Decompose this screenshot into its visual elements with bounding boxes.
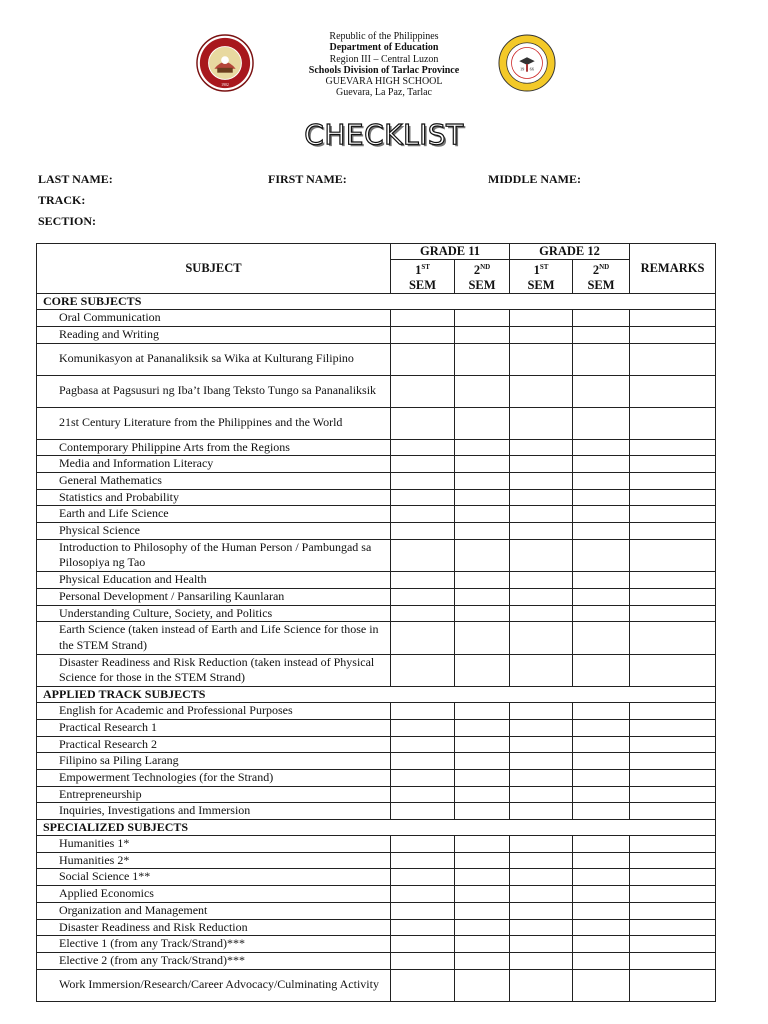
g11-sem2-cell[interactable]: [455, 326, 510, 343]
g11-sem1-cell[interactable]: [391, 902, 455, 919]
remarks-cell[interactable]: [630, 769, 716, 786]
g12-sem1-cell[interactable]: [510, 719, 573, 736]
g11-sem1-cell[interactable]: [391, 869, 455, 886]
subject-checklist-table: [36, 243, 716, 1002]
remarks-cell[interactable]: [630, 936, 716, 953]
g11-sem2-cell[interactable]: [455, 605, 510, 622]
g11-sem2-cell[interactable]: [455, 852, 510, 869]
g11-sem2-cell[interactable]: [455, 736, 510, 753]
right-seal-year-1: 19: [519, 66, 525, 72]
g12-sem1-cell[interactable]: [510, 506, 573, 523]
g11-sem1-cell[interactable]: [391, 489, 455, 506]
subject-name: Pagbasa at Pagsusuri ng Iba’t Ibang Teksto Tungo sa Pananaliksik: [37, 375, 391, 407]
g11-sem1-cell[interactable]: [391, 936, 455, 953]
g12-sem1-cell[interactable]: [510, 952, 573, 969]
g11-sem1-cell[interactable]: [391, 506, 455, 523]
g11-sem2-cell[interactable]: [455, 902, 510, 919]
g12-sem2-cell[interactable]: [573, 969, 630, 1001]
g11-sem2-cell[interactable]: [455, 803, 510, 820]
subject-name: Elective 1 (from any Track/Strand)***: [37, 936, 391, 953]
g12-sem2-cell[interactable]: [573, 439, 630, 456]
school-header: [254, 31, 514, 99]
g11-sem1-cell[interactable]: [391, 952, 455, 969]
g12-sem2-cell[interactable]: [573, 472, 630, 489]
remarks-cell[interactable]: [630, 803, 716, 820]
remarks-cell[interactable]: [630, 952, 716, 969]
g12-sem2-cell[interactable]: [573, 523, 630, 540]
subject-column-header: SUBJECT: [37, 244, 391, 294]
remarks-cell[interactable]: [630, 969, 716, 1001]
g12-sem2-cell[interactable]: [573, 753, 630, 770]
subject-row: [37, 703, 716, 720]
middle-name-label: MIDDLE NAME:: [488, 172, 581, 186]
subject-name: General Mathematics: [37, 472, 391, 489]
g11-sem1-cell[interactable]: [391, 969, 455, 1001]
g11-sem1-cell[interactable]: [391, 736, 455, 753]
g11-sem1-cell[interactable]: [391, 407, 455, 439]
g12-sem2-cell[interactable]: [573, 719, 630, 736]
g12-sem2-cell[interactable]: [573, 375, 630, 407]
remarks-cell[interactable]: [630, 539, 716, 571]
g11-sem1-cell[interactable]: [391, 753, 455, 770]
subject-name: Media and Information Literacy: [37, 456, 391, 473]
subject-name: Personal Development / Pansariling Kaunlaran: [37, 588, 391, 605]
g11-sem2-cell[interactable]: [455, 456, 510, 473]
subject-row: [37, 588, 716, 605]
g11-sem2-cell[interactable]: [455, 719, 510, 736]
subject-row: [37, 375, 716, 407]
g11-sem2-cell[interactable]: [455, 572, 510, 589]
g12-sem1-cell[interactable]: [510, 343, 573, 375]
g12-sem1-cell[interactable]: [510, 836, 573, 853]
track-label: TRACK:: [38, 193, 86, 207]
subject-name: Organization and Management: [37, 902, 391, 919]
subject-row: [37, 886, 716, 903]
page-title: CHECKLIST: [304, 118, 464, 151]
remarks-cell[interactable]: [630, 886, 716, 903]
g12-sem1-cell[interactable]: [510, 310, 573, 327]
subject-name: Earth and Life Science: [37, 506, 391, 523]
remarks-cell[interactable]: [630, 869, 716, 886]
subject-name: Understanding Culture, Society, and Politics: [37, 605, 391, 622]
g11-sem2-cell[interactable]: [455, 588, 510, 605]
subject-name: Komunikasyon at Pananaliksik sa Wika at Kulturang Filipino: [37, 343, 391, 375]
g12-sem1-cell[interactable]: [510, 472, 573, 489]
subject-name: Oral Communication: [37, 310, 391, 327]
g11-sem1-cell[interactable]: [391, 786, 455, 803]
g11-sem2-cell[interactable]: [455, 969, 510, 1001]
subject-name: Practical Research 2: [37, 736, 391, 753]
g11-sem1-cell[interactable]: [391, 456, 455, 473]
g11-sem2-cell[interactable]: [455, 506, 510, 523]
grade-11-header: GRADE 11: [391, 244, 510, 260]
remarks-cell[interactable]: [630, 703, 716, 720]
g11-sem2-cell[interactable]: [455, 952, 510, 969]
g11-sem1-cell[interactable]: [391, 310, 455, 327]
subject-row: [37, 952, 716, 969]
g11-sem1-cell[interactable]: [391, 886, 455, 903]
category-row: [37, 687, 716, 703]
g11-sem1-cell[interactable]: [391, 803, 455, 820]
subject-name: Earth Science (taken instead of Earth and Life Science for those in the STEM Strand): [37, 622, 391, 654]
g11-sem1-cell[interactable]: [391, 343, 455, 375]
g12-sem1-cell[interactable]: [510, 902, 573, 919]
remarks-cell[interactable]: [630, 456, 716, 473]
subject-row: [37, 489, 716, 506]
g11-sem1-cell[interactable]: [391, 588, 455, 605]
subject-row: [37, 539, 716, 571]
g11-sem1-cell[interactable]: [391, 326, 455, 343]
g11-sem2-cell[interactable]: [455, 523, 510, 540]
subject-row: [37, 769, 716, 786]
grade-12-first-sem-header: 1ST SEM: [510, 260, 573, 294]
subject-row: [37, 719, 716, 736]
g11-sem2-cell[interactable]: [455, 703, 510, 720]
subject-name: Physical Science: [37, 523, 391, 540]
remarks-cell[interactable]: [630, 919, 716, 936]
g11-sem2-cell[interactable]: [455, 753, 510, 770]
remarks-cell[interactable]: [630, 489, 716, 506]
g12-sem1-cell[interactable]: [510, 439, 573, 456]
g12-sem1-cell[interactable]: [510, 936, 573, 953]
subject-row: [37, 326, 716, 343]
remarks-cell[interactable]: [630, 753, 716, 770]
g12-sem2-cell[interactable]: [573, 407, 630, 439]
g12-sem2-cell[interactable]: [573, 769, 630, 786]
g12-sem1-cell[interactable]: [510, 622, 573, 654]
remarks-cell[interactable]: [630, 902, 716, 919]
g12-sem2-cell[interactable]: [573, 489, 630, 506]
g11-sem1-cell[interactable]: [391, 919, 455, 936]
remarks-cell[interactable]: [630, 852, 716, 869]
g12-sem2-cell[interactable]: [573, 936, 630, 953]
g12-sem2-cell[interactable]: [573, 456, 630, 473]
g12-sem1-cell[interactable]: [510, 326, 573, 343]
category-row: [37, 820, 716, 836]
g11-sem2-cell[interactable]: [455, 407, 510, 439]
header-region: Region III – Central Luzon: [329, 53, 439, 65]
g12-sem1-cell[interactable]: [510, 852, 573, 869]
remarks-cell[interactable]: [630, 506, 716, 523]
g12-sem2-cell[interactable]: [573, 326, 630, 343]
subject-name: Humanities 1*: [37, 836, 391, 853]
g12-sem1-cell[interactable]: [510, 803, 573, 820]
g11-sem1-cell[interactable]: [391, 836, 455, 853]
category-label: APPLIED TRACK SUBJECTS: [37, 687, 716, 703]
g12-sem1-cell[interactable]: [510, 703, 573, 720]
subject-row: [37, 936, 716, 953]
subject-row: [37, 506, 716, 523]
remarks-cell[interactable]: [630, 736, 716, 753]
grade-12-second-sem-header: 2ND SEM: [573, 260, 630, 294]
g12-sem1-cell[interactable]: [510, 869, 573, 886]
g11-sem1-cell[interactable]: [391, 852, 455, 869]
subject-row: [37, 622, 716, 654]
subject-name: Practical Research 1: [37, 719, 391, 736]
subject-name: Elective 2 (from any Track/Strand)***: [37, 952, 391, 969]
g12-sem2-cell[interactable]: [573, 622, 630, 654]
subject-name: Disaster Readiness and Risk Reduction (taken instead of Physical Science for those in the STEM Strand): [37, 654, 391, 686]
g11-sem2-cell[interactable]: [455, 836, 510, 853]
header-division: Schools Division of Tarlac Province: [308, 64, 460, 76]
g12-sem1-cell[interactable]: [510, 407, 573, 439]
g11-sem2-cell[interactable]: [455, 472, 510, 489]
g12-sem2-cell[interactable]: [573, 736, 630, 753]
header-department: Department of Education: [329, 42, 439, 54]
g11-sem1-cell[interactable]: [391, 769, 455, 786]
header-school-address: Guevara, La Paz, Tarlac: [335, 87, 432, 99]
g12-sem2-cell[interactable]: [573, 852, 630, 869]
g12-sem2-cell[interactable]: [573, 588, 630, 605]
subject-row: [37, 803, 716, 820]
remarks-cell[interactable]: [630, 605, 716, 622]
g11-sem1-cell[interactable]: [391, 622, 455, 654]
g12-sem2-cell[interactable]: [573, 506, 630, 523]
remarks-cell[interactable]: [630, 375, 716, 407]
grade-11-second-sem-header: 2ND SEM: [455, 260, 510, 294]
subject-name: Humanities 2*: [37, 852, 391, 869]
remarks-cell[interactable]: [630, 786, 716, 803]
g12-sem2-cell[interactable]: [573, 310, 630, 327]
subject-row: [37, 869, 716, 886]
remarks-cell[interactable]: [630, 407, 716, 439]
subject-name: Disaster Readiness and Risk Reduction: [37, 919, 391, 936]
g11-sem1-cell[interactable]: [391, 439, 455, 456]
g12-sem2-cell[interactable]: [573, 605, 630, 622]
right-seal-year-2: 66: [529, 66, 535, 72]
g11-sem2-cell[interactable]: [455, 439, 510, 456]
g11-sem2-cell[interactable]: [455, 869, 510, 886]
subject-row: [37, 736, 716, 753]
g11-sem2-cell[interactable]: [455, 919, 510, 936]
subject-row: [37, 310, 716, 327]
g12-sem1-cell[interactable]: [510, 654, 573, 686]
subject-row: [37, 969, 716, 1001]
g11-sem2-cell[interactable]: [455, 375, 510, 407]
subject-row: [37, 786, 716, 803]
subject-name: Reading and Writing: [37, 326, 391, 343]
g11-sem2-cell[interactable]: [455, 310, 510, 327]
g11-sem1-cell[interactable]: [391, 539, 455, 571]
g12-sem1-cell[interactable]: [510, 886, 573, 903]
subject-row: [37, 919, 716, 936]
subject-row: [37, 472, 716, 489]
first-name-label: FIRST NAME:: [268, 172, 347, 186]
g12-sem1-cell[interactable]: [510, 605, 573, 622]
subject-name: Statistics and Probability: [37, 489, 391, 506]
remarks-cell[interactable]: [630, 472, 716, 489]
g12-sem2-cell[interactable]: [573, 343, 630, 375]
subject-row: [37, 343, 716, 375]
g11-sem2-cell[interactable]: [455, 654, 510, 686]
subject-name: Introduction to Philosophy of the Human Person / Pambungad sa Pilosopiya ng Tao: [37, 539, 391, 571]
subject-name: Work Immersion/Research/Career Advocacy/Culminating Activity: [37, 969, 391, 1001]
g12-sem1-cell[interactable]: [510, 969, 573, 1001]
remarks-cell[interactable]: [630, 622, 716, 654]
subject-row: [37, 902, 716, 919]
subject-row: [37, 456, 716, 473]
g12-sem2-cell[interactable]: [573, 539, 630, 571]
section-label: SECTION:: [38, 214, 97, 228]
subject-name: Physical Education and Health: [37, 572, 391, 589]
remarks-cell[interactable]: [630, 588, 716, 605]
header-republic: Republic of the Philippines: [329, 31, 439, 42]
subject-name: Filipino sa Piling Larang: [37, 753, 391, 770]
subject-name: Inquiries, Investigations and Immersion: [37, 803, 391, 820]
g12-sem1-cell[interactable]: [510, 456, 573, 473]
subject-row: [37, 654, 716, 686]
g12-sem1-cell[interactable]: [510, 539, 573, 571]
subject-row: [37, 836, 716, 853]
g12-sem1-cell[interactable]: [510, 572, 573, 589]
g12-sem2-cell[interactable]: [573, 902, 630, 919]
remarks-cell[interactable]: [630, 654, 716, 686]
g11-sem1-cell[interactable]: [391, 375, 455, 407]
subject-name: Contemporary Philippine Arts from the Regions: [37, 439, 391, 456]
g12-sem2-cell[interactable]: [573, 869, 630, 886]
g11-sem2-cell[interactable]: [455, 786, 510, 803]
g12-sem1-cell[interactable]: [510, 375, 573, 407]
g12-sem2-cell[interactable]: [573, 952, 630, 969]
g12-sem1-cell[interactable]: [510, 523, 573, 540]
g11-sem1-cell[interactable]: [391, 605, 455, 622]
g11-sem2-cell[interactable]: [455, 622, 510, 654]
left-seal-year: 1902: [221, 83, 229, 88]
g12-sem2-cell[interactable]: [573, 786, 630, 803]
subject-name: Empowerment Technologies (for the Strand): [37, 769, 391, 786]
remarks-cell[interactable]: [630, 439, 716, 456]
g12-sem1-cell[interactable]: [510, 736, 573, 753]
category-label: CORE SUBJECTS: [37, 294, 716, 310]
g12-sem1-cell[interactable]: [510, 919, 573, 936]
g12-sem1-cell[interactable]: [510, 489, 573, 506]
g11-sem2-cell[interactable]: [455, 343, 510, 375]
remarks-cell[interactable]: [630, 326, 716, 343]
category-row: [37, 294, 716, 310]
subject-row: [37, 407, 716, 439]
subject-row: [37, 572, 716, 589]
g12-sem1-cell[interactable]: [510, 769, 573, 786]
g12-sem1-cell[interactable]: [510, 753, 573, 770]
g11-sem2-cell[interactable]: [455, 769, 510, 786]
subject-row: [37, 523, 716, 540]
subject-name: English for Academic and Professional Purposes: [37, 703, 391, 720]
g12-sem2-cell[interactable]: [573, 919, 630, 936]
g11-sem1-cell[interactable]: [391, 523, 455, 540]
remarks-cell[interactable]: [630, 343, 716, 375]
g11-sem2-cell[interactable]: [455, 539, 510, 571]
g11-sem1-cell[interactable]: [391, 719, 455, 736]
subject-row: [37, 753, 716, 770]
subject-name: Entrepreneurship: [37, 786, 391, 803]
last-name-label: LAST NAME:: [38, 172, 113, 186]
remarks-column-header: REMARKS: [630, 244, 716, 294]
subject-row: [37, 852, 716, 869]
schools-division-seal-logo: [196, 34, 254, 92]
g11-sem2-cell[interactable]: [455, 489, 510, 506]
subject-row: [37, 605, 716, 622]
g11-sem1-cell[interactable]: [391, 703, 455, 720]
subject-name: Applied Economics: [37, 886, 391, 903]
subject-row: [37, 439, 716, 456]
g12-sem2-cell[interactable]: [573, 803, 630, 820]
header-school-name: GUEVARA HIGH SCHOOL: [325, 76, 443, 88]
grade-11-first-sem-header: 1ST SEM: [391, 260, 455, 294]
remarks-cell[interactable]: [630, 310, 716, 327]
g12-sem1-cell[interactable]: [510, 786, 573, 803]
g12-sem2-cell[interactable]: [573, 886, 630, 903]
g12-sem2-cell[interactable]: [573, 703, 630, 720]
remarks-cell[interactable]: [630, 836, 716, 853]
g11-sem2-cell[interactable]: [455, 936, 510, 953]
subject-name: 21st Century Literature from the Philippines and the World: [37, 407, 391, 439]
remarks-cell[interactable]: [630, 572, 716, 589]
remarks-cell[interactable]: [630, 719, 716, 736]
g12-sem2-cell[interactable]: [573, 836, 630, 853]
g12-sem1-cell[interactable]: [510, 588, 573, 605]
g12-sem2-cell[interactable]: [573, 572, 630, 589]
g11-sem2-cell[interactable]: [455, 886, 510, 903]
grade-12-header: GRADE 12: [510, 244, 630, 260]
g12-sem2-cell[interactable]: [573, 654, 630, 686]
g11-sem1-cell[interactable]: [391, 472, 455, 489]
subject-name: Social Science 1**: [37, 869, 391, 886]
g11-sem1-cell[interactable]: [391, 572, 455, 589]
g11-sem1-cell[interactable]: [391, 654, 455, 686]
category-label: SPECIALIZED SUBJECTS: [37, 820, 716, 836]
remarks-cell[interactable]: [630, 523, 716, 540]
